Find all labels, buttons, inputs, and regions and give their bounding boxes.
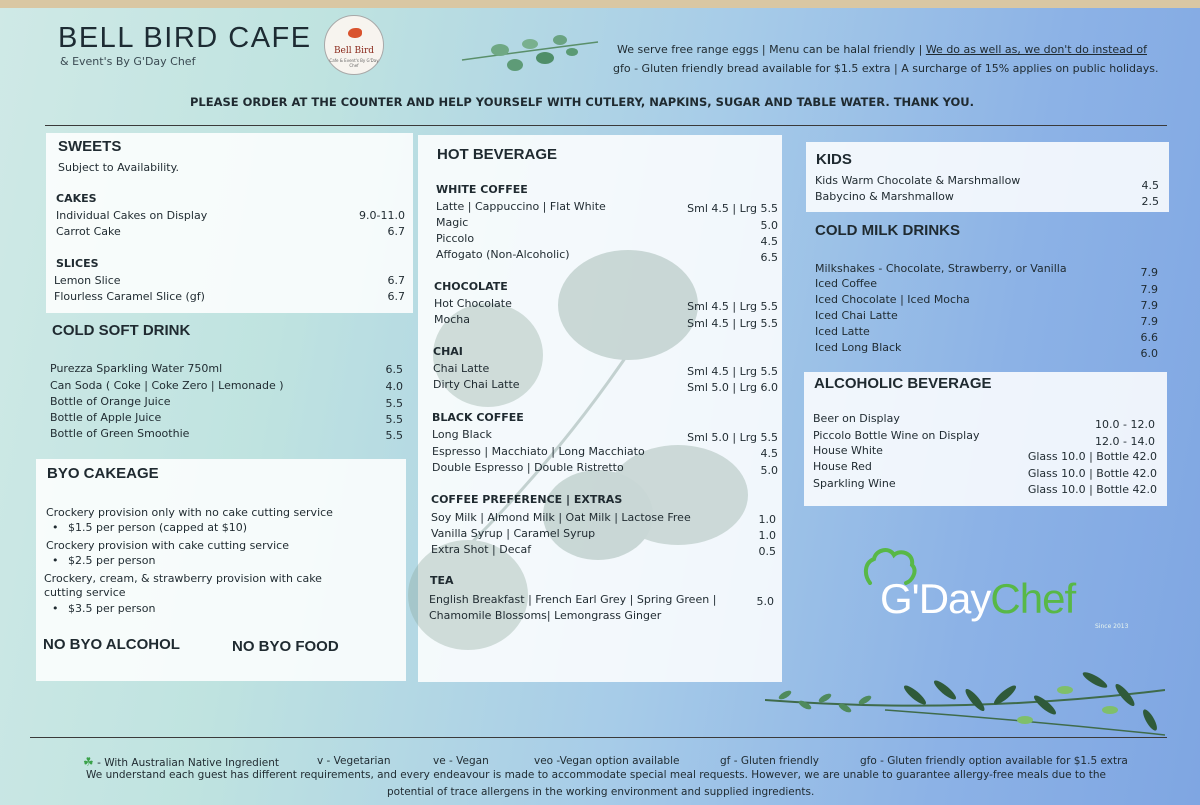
menu-item-name: Iced Chai Latte: [815, 309, 898, 322]
menu-item-name: Beer on Display: [813, 412, 900, 425]
byo-panel: [36, 459, 406, 681]
menu-item-price: 6.5: [760, 251, 778, 264]
menu-item-price: 7.9: [1140, 315, 1158, 328]
menu-item-name: Vanilla Syrup | Caramel Syrup: [431, 527, 596, 540]
menu-item-price: 6.0: [1140, 347, 1158, 360]
legend-gluten-option: gfo - Gluten friendly option available for $1.5 extra: [860, 755, 1128, 767]
black-coffee-heading: BLACK COFFEE: [432, 411, 524, 424]
menu-item-price: 6.7: [387, 290, 405, 303]
menu-item-name: Iced Chocolate | Iced Mocha: [815, 293, 970, 306]
menu-item-name: Piccolo: [436, 232, 475, 245]
allergy-disclaimer-line2: potential of trace allergens in the working environment and supplied ingredients.: [387, 786, 815, 798]
brand-since: Since 2013: [1095, 623, 1129, 630]
menu-item-price: Sml 4.5 | Lrg 5.5: [687, 202, 778, 215]
menu-item-price: Glass 10.0 | Bottle 42.0: [1027, 483, 1157, 496]
menu-item-price: 6.6: [1140, 331, 1158, 344]
menu-item-price: 4.5: [1141, 179, 1159, 192]
sweets-heading: SWEETS: [58, 138, 122, 155]
hot-beverage-heading: HOT BEVERAGE: [437, 146, 558, 163]
menu-item-name: Soy Milk | Almond Milk | Oat Milk | Lactose Free: [431, 511, 691, 524]
chocolate-heading: CHOCOLATE: [434, 280, 508, 293]
menu-item-price: 9.0-11.0: [359, 209, 405, 222]
cafe-subtitle: & Event's By G'Day Chef: [60, 55, 196, 68]
menu-item-name: Hot Chocolate: [434, 297, 512, 310]
allergy-disclaimer-line1: We understand each guest has different requirements, and every endeavour is made to accommodate special meal requests. However, we are unable to guarantee allergy-free meals due to the: [86, 769, 1107, 781]
gday-chef-wordmark: [880, 575, 1075, 623]
brand-gday: G'Day: [880, 575, 991, 622]
menu-item-price: 7.9: [1140, 266, 1158, 279]
notice-eggs-halal: [617, 43, 1147, 56]
cold-soft-heading: COLD SOFT DRINK: [52, 322, 191, 339]
menu-item-name: Flourless Caramel Slice (gf): [54, 290, 205, 303]
byo-price: • $2.5 per person: [52, 554, 156, 567]
menu-item-name: Bottle of Orange Juice: [50, 395, 171, 408]
menu-item-price: 6.7: [387, 274, 405, 287]
menu-item-price: 1.0: [758, 529, 776, 542]
menu-item-price: 10.0 - 12.0: [1095, 418, 1155, 431]
menu-item-name: Iced Latte: [815, 325, 870, 338]
bird-icon: [348, 28, 362, 38]
menu-item-price: 4.0: [385, 380, 403, 393]
menu-item-name: Piccolo Bottle Wine on Display: [813, 429, 980, 442]
legend-native-text: - With Australian Native Ingredient: [97, 757, 279, 769]
menu-item-name: Iced Long Black: [815, 341, 902, 354]
menu-item-name: Lemon Slice: [54, 274, 121, 287]
cold-milk-heading: COLD MILK DRINKS: [815, 222, 960, 239]
legend-gluten-friendly: gf - Gluten friendly: [720, 755, 819, 767]
bell-bird-logo: [324, 15, 384, 75]
menu-item-name: Chai Latte: [433, 362, 490, 375]
byo-option: Crockery, cream, & strawberry provision with cake: [44, 572, 322, 585]
menu-item-name: Sparkling Wine: [813, 477, 896, 490]
kids-panel: [806, 142, 1169, 212]
menu-item-name: Kids Warm Chocolate & Marshmallow: [815, 174, 1021, 187]
menu-item-name: Individual Cakes on Display: [56, 209, 208, 222]
menu-item-name: Latte | Cappuccino | Flat White: [436, 200, 606, 213]
menu-item-name: Long Black: [432, 428, 492, 441]
legend-native: [83, 755, 279, 769]
menu-item-price: 7.9: [1140, 283, 1158, 296]
menu-item-price: Sml 4.5 | Lrg 5.5: [687, 365, 778, 378]
byo-option: Crockery provision only with no cake cutting service: [46, 506, 333, 519]
footer-divider: [30, 737, 1167, 738]
legend-vegan: ve - Vegan: [433, 755, 489, 767]
menu-item-name: English Breakfast | French Earl Grey | Spring Green |: [429, 593, 717, 606]
legend-vegetarian: v - Vegetarian: [317, 755, 391, 767]
menu-item-name: Mocha: [434, 313, 470, 326]
menu-item-price: 4.5: [760, 235, 778, 248]
cafe-title: BELL BIRD CAFE: [58, 22, 312, 54]
kids-heading: KIDS: [816, 151, 852, 168]
menu-item-price: Sml 5.0 | Lrg 5.5: [687, 431, 778, 444]
menu-item-price: 5.5: [385, 397, 403, 410]
byo-price-text: $1.5 per person (capped at $10): [68, 521, 248, 534]
menu-item-name: Babycino & Marshmallow: [815, 190, 954, 203]
menu-item-price: 5.5: [385, 413, 403, 426]
menu-item-price: 5.0: [760, 219, 778, 232]
menu-item-name: Bottle of Apple Juice: [50, 411, 162, 424]
menu-item-name: House Red: [813, 460, 872, 473]
notice-motto: We do as well as, we don't do instead of: [925, 43, 1147, 56]
slices-heading: SLICES: [56, 257, 99, 270]
table-edge: [0, 0, 1200, 8]
menu-item-price: Sml 4.5 | Lrg 5.5: [687, 300, 778, 313]
menu-item-price: 5.0: [760, 464, 778, 477]
logo-name: Bell Bird: [333, 46, 375, 56]
notice-gfo-surcharge: gfo - Gluten friendly bread available for $1.5 extra | A surcharge of 15% applies on public holidays.: [613, 62, 1159, 75]
hot-beverage-panel: [418, 135, 782, 682]
menu-item-price: 6.5: [385, 363, 403, 376]
menu-item-name: Extra Shot | Decaf: [431, 543, 532, 556]
menu-item-name: Milkshakes - Chocolate, Strawberry, or Vanilla: [815, 262, 1067, 275]
header-divider: [45, 125, 1167, 126]
alcohol-panel: [804, 372, 1167, 506]
menu-item-name: Magic: [436, 216, 469, 229]
menu-item-name: Double Espresso | Double Ristretto: [432, 461, 624, 474]
menu-item-name-cont: Chamomile Blossoms| Lemongrass Ginger: [429, 609, 662, 622]
menu-item-price: 5.5: [385, 429, 403, 442]
order-instructions: PLEASE ORDER AT THE COUNTER AND HELP YOURSELF WITH CUTLERY, NAPKINS, SUGAR AND TABLE WATER. THANK YOU.: [190, 95, 975, 109]
menu-item-name: Purezza Sparkling Water 750ml: [50, 362, 223, 375]
no-byo-alcohol: NO BYO ALCOHOL: [43, 636, 180, 653]
menu-item-price: 7.9: [1140, 299, 1158, 312]
menu-item-price: Sml 4.5 | Lrg 5.5: [687, 317, 778, 330]
byo-option: Crockery provision with cake cutting service: [46, 539, 289, 552]
brand-chef: Chef: [990, 575, 1076, 622]
notice-text: We serve free range eggs | Menu can be halal friendly |: [617, 43, 926, 56]
menu-item-name: Dirty Chai Latte: [433, 378, 520, 391]
legend-vegan-option: veo -Vegan option available: [534, 755, 680, 767]
menu-item-name: Iced Coffee: [815, 277, 878, 290]
logo-subtext: Cafe & Event's By G'Day Chef: [329, 58, 379, 68]
shamrock-icon: ☘: [83, 755, 94, 769]
cakes-heading: CAKES: [56, 192, 97, 205]
byo-price-text: $2.5 per person: [68, 554, 156, 567]
chai-heading: CHAI: [433, 345, 463, 358]
menu-item-price: 1.0: [758, 513, 776, 526]
menu-item-price: Sml 5.0 | Lrg 6.0: [687, 381, 778, 394]
byo-price: • $1.5 per person (capped at $10): [52, 521, 248, 534]
sweets-panel: [46, 133, 413, 313]
eucalyptus-sprig-icon: [460, 30, 600, 75]
gday-chef-logo: [860, 545, 1130, 635]
menu-item-name: Affogato (Non-Alcoholic): [436, 248, 570, 261]
menu-item-price: 0.5: [758, 545, 776, 558]
byo-option-cont: cutting service: [44, 586, 126, 599]
menu-item-name: House White: [813, 444, 883, 457]
menu-item-name: Espresso | Macchiato | Long Macchiato: [432, 445, 645, 458]
fern-branch-icon: [765, 660, 1165, 745]
menu-item-name: Carrot Cake: [56, 225, 121, 238]
no-byo-food: NO BYO FOOD: [232, 638, 339, 655]
menu-item-price: 6.7: [387, 225, 405, 238]
menu-item-price: 12.0 - 14.0: [1095, 435, 1155, 448]
tea-heading: TEA: [430, 574, 454, 587]
menu-item-price: Glass 10.0 | Bottle 42.0: [1027, 467, 1157, 480]
menu-item-price: Glass 10.0 | Bottle 42.0: [1027, 450, 1157, 463]
menu-item-name: Bottle of Green Smoothie: [50, 427, 190, 440]
byo-heading: BYO CAKEAGE: [47, 465, 159, 482]
menu-item-price: 5.0: [756, 595, 774, 608]
menu-item-price: 2.5: [1141, 195, 1159, 208]
white-coffee-heading: WHITE COFFEE: [436, 183, 528, 196]
coffee-extras-heading: COFFEE PREFERENCE | EXTRAS: [431, 493, 623, 506]
alcohol-heading: ALCOHOLIC BEVERAGE: [814, 375, 992, 392]
sweets-note: Subject to Availability.: [58, 161, 180, 174]
byo-price-text: $3.5 per person: [68, 602, 156, 615]
menu-item-name: Can Soda ( Coke | Coke Zero | Lemonade ): [50, 379, 284, 392]
menu-item-price: 4.5: [760, 447, 778, 460]
byo-price: • $3.5 per person: [52, 602, 156, 615]
